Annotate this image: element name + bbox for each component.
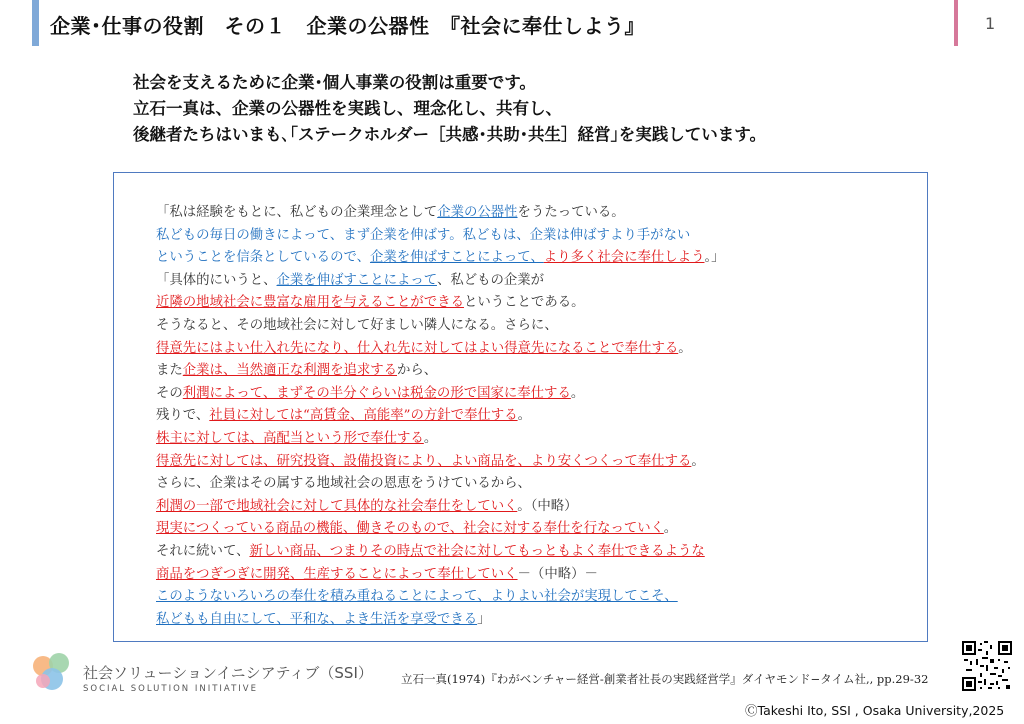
org-name: 社会ソリューションイニシアティブ（SSI） (83, 664, 373, 682)
quote-line (156, 586, 916, 609)
quote-segment: 。 (570, 385, 585, 401)
quote-segment: 。 (678, 340, 692, 356)
quote-segment: 「私は経験をもとに、私どもの企業理念として (156, 205, 438, 220)
intro-text (133, 70, 766, 148)
quote-line (156, 428, 916, 451)
quote-segment: より多く社会に奉仕しよう (543, 250, 705, 266)
quote-segment: 社員に対しては“高賃金、高能率”の方針で奉仕する (209, 408, 518, 424)
quote-segment: 私どもの毎日の働きによって、まず企業を伸ばす。私どもは、企業は伸ばすより手がない (156, 227, 691, 243)
quote-text (156, 202, 916, 631)
quote-segment: 得意先に対しては、研究投資、設備投資により、よい商品を、より安くつくって奉仕する (156, 453, 692, 469)
intro-line-3: 後継者たちはいまも､｢ステークホルダー［共感･共助･共生］経営｣を実践しています。 (133, 125, 766, 144)
quote-segment: 利潤の一部で地域社会に対して具体的な社会奉仕をしていく (156, 498, 518, 514)
quote-line (156, 496, 916, 519)
quote-segment: さらに、企業はその属する地域社会の恩恵をうけているから、 (156, 476, 531, 492)
page-title: 企業･仕事の役割 その１ 企業の公器性 『社会に奉仕しよう』 (50, 14, 645, 38)
quote-segment: そうなると、その地域社会に対して好ましい隣人になる。さらに、 (156, 317, 558, 333)
quote-segment: 私どもも自由にして、平和な、よき生活を享受できる (156, 611, 478, 627)
quote-segment: 新しい商品、つまりその時点で社会に対してもっともよく奉仕できるような (249, 543, 705, 559)
quote-segment: それに続いて、 (156, 543, 250, 559)
quote-segment: 。 (423, 430, 438, 446)
quote-line (156, 609, 916, 632)
quote-segment: 」 (477, 611, 491, 627)
header-right-accent-bar (954, 0, 958, 46)
quote-segment: 利潤によって、まずその半分ぐらいは税金の形で国家に奉仕する (182, 385, 571, 401)
intro-line-2: 立石一真は、企業の公器性を実践し、理念化し、共有し、 (133, 99, 562, 118)
quote-line (156, 315, 916, 338)
quote-segment: 「具体的にいうと、 (156, 272, 277, 288)
quote-segment: 企業を伸ばすことによって、 (369, 250, 544, 266)
quote-line (156, 270, 916, 293)
citation-text: 立石一真(1974)『わがベンチャー経営-創業者社長の実践経営学』ダイヤモンド−タイム社,, pp.29-32 (401, 672, 929, 686)
quote-line (156, 383, 916, 406)
quote-line (156, 360, 916, 383)
quote-line (156, 247, 916, 270)
quote-segment: ということである。 (463, 295, 585, 311)
qr-code-icon (962, 641, 1012, 691)
quote-segment: このようないろいろの奉仕を積み重ねることによって、よりよい社会が実現してこそ、 (156, 589, 678, 605)
quote-line (156, 338, 916, 361)
intro-line-1: 社会を支えるために企業･個人事業の役割は重要です。 (133, 73, 536, 92)
quote-segment: 企業の公器性 (437, 205, 518, 220)
page-number: 1 (985, 14, 996, 33)
quote-segment: 。」 (704, 250, 725, 266)
quote-segment: －（中略）－ (517, 566, 598, 582)
quote-segment: 残りで、 (156, 408, 210, 424)
quote-line (156, 473, 916, 496)
quote-segment: から、 (397, 363, 438, 379)
quote-segment: また (156, 363, 183, 379)
quote-segment: ということを信条としているので、 (156, 250, 370, 266)
quote-segment: 得意先にはよい仕入れ先になり、仕入れ先に対してはよい得意先になることで奉仕する (156, 340, 679, 356)
quote-segment: 。 (691, 453, 705, 469)
quote-line (156, 451, 916, 474)
quote-line (156, 292, 916, 315)
quote-segment: その (156, 385, 183, 401)
quote-line (156, 202, 916, 225)
quote-line (156, 541, 916, 564)
quote-line (156, 564, 916, 587)
ssi-logo-icon (28, 648, 76, 696)
org-subtitle: SOCIAL SOLUTION INITIATIVE (83, 684, 258, 694)
quote-segment: 。 (517, 408, 531, 424)
quote-segment: 。（中略） (517, 498, 578, 514)
header-left-accent-bar (32, 0, 39, 46)
quote-segment: 、私どもの企業が (436, 272, 545, 288)
quote-segment: 企業を伸ばすことによって (276, 272, 437, 288)
quote-segment: 。 (663, 521, 678, 537)
quote-segment: 現実につくっている商品の機能、働きそのもので、社会に対する奉仕を行なっていく (156, 521, 664, 537)
quote-line (156, 405, 916, 428)
quote-segment: 企業は、当然適正な利潤を追求する (182, 363, 398, 379)
quote-segment: 株主に対しては、高配当という形で奉仕する (156, 430, 424, 446)
quote-segment: をうたっている。 (517, 205, 625, 220)
quote-segment: 商品をつぎつぎに開発、生産することによって奉仕していく (156, 566, 518, 582)
quote-line (156, 225, 916, 248)
copyright-text: ⒸTakeshi Ito, SSI , Osaka University,2025 (745, 703, 1005, 718)
quote-line (156, 518, 916, 541)
quote-segment: 近隣の地域社会に豊富な雇用を与えることができる (156, 295, 464, 311)
